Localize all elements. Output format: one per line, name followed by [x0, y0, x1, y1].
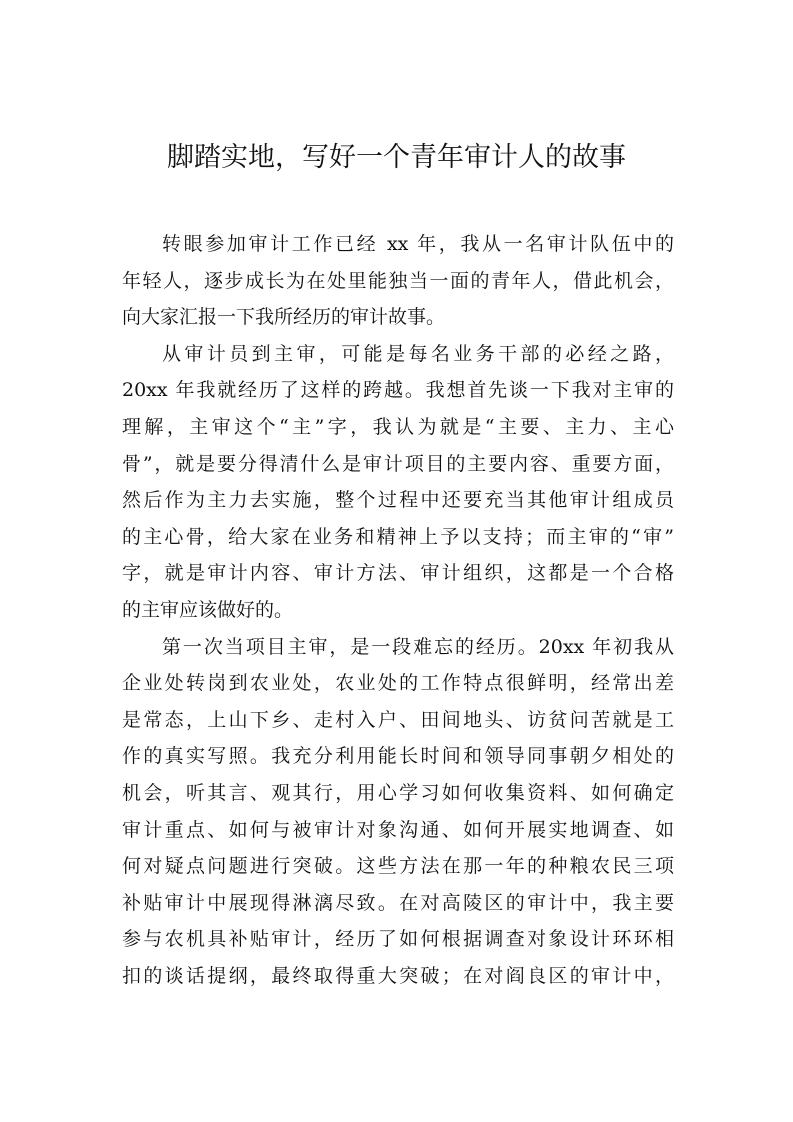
- text-line: 年轻人，逐步成长为在处里能独当一面的青年人，借此机会，: [122, 269, 674, 292]
- text-line: 作的真实写照。我充分利用能长时间和领导同事朝夕相处的: [122, 745, 674, 768]
- text-line: 参与农机具补贴审计，经历了如何根据调查对象设计环环相: [122, 928, 674, 951]
- text-line: 补贴审计中展现得淋漓尽致。在对高陵区的审计中，我主要: [122, 891, 674, 914]
- text-line: 何对疑点问题进行突破。这些方法在那一年的种粮农民三项: [122, 855, 674, 878]
- document-body: [122, 226, 674, 994]
- text-line: 的主审应该做好的。: [122, 598, 294, 621]
- document-title: 脚踏实地，写好一个青年审计人的故事: [167, 142, 626, 173]
- text-line: 企业处转岗到农业处，农业处的工作特点很鲜明，经常出差: [122, 672, 674, 695]
- text-line: 第一次当项目主审，是一段难忘的经历。20xx 年初我从: [162, 635, 674, 658]
- text-line: 理解，主审这个“主”字，我认为就是“主要、主力、主心: [122, 415, 674, 438]
- text-line: 向大家汇报一下我所经历的审计故事。: [122, 306, 446, 329]
- paragraph: [122, 336, 674, 629]
- text-line: 20xx 年我就经历了这样的跨越。我想首先谈一下我对主审的: [122, 379, 674, 402]
- text-line: 然后作为主力去实施，整个过程中还要充当其他审计组成员: [122, 489, 674, 512]
- paragraph: [122, 226, 674, 336]
- text-line: 转眼参加审计工作已经 xx 年，我从一名审计队伍中的: [162, 233, 674, 255]
- text-line: 字，就是审计内容、审计方法、审计组织，这都是一个合格: [122, 562, 674, 585]
- text-line: 扣的谈话提纲，最终取得重大突破；在对阎良区的审计中，: [122, 964, 674, 987]
- paragraph: [122, 629, 674, 995]
- text-line: 审计重点、如何与被审计对象沟通、如何开展实地调查、如: [122, 818, 674, 841]
- text-line: 从审计员到主审，可能是每名业务干部的必经之路，: [162, 342, 674, 365]
- text-line: 机会，听其言、观其行，用心学习如何收集资料、如何确定: [122, 781, 674, 804]
- text-line: 的主心骨，给大家在业务和精神上予以支持；而主审的“审”: [122, 525, 674, 548]
- text-line: 骨”，就是要分得清什么是审计项目的主要内容、重要方面，: [122, 452, 674, 475]
- text-line: 是常态，上山下乡、走村入户、田间地头、访贫问苦就是工: [122, 708, 674, 731]
